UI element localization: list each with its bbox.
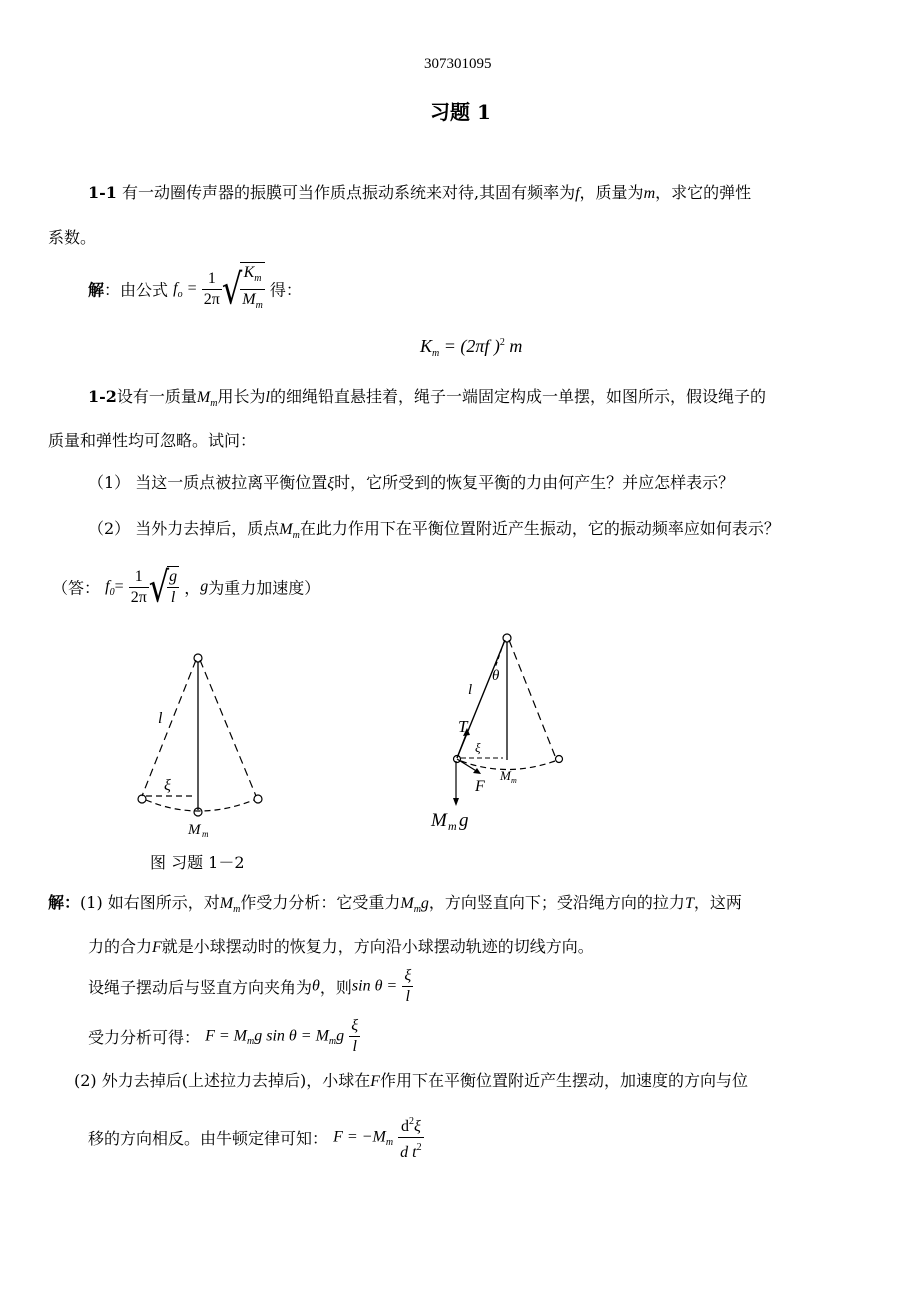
question-1: （1） 当这一质点被拉离平衡位置ξ时，它所受到的恢复平衡的力由何产生？并应怎样表示？ [88, 473, 735, 492]
page-title: 习题 1 [430, 100, 491, 124]
svg-text:M: M [188, 822, 201, 838]
result-formula: $K_m = (2\pi f$ )$^2$ m [420, 336, 523, 359]
solution-line3: 设绳子摆动后与竖直方向夹角为θ，则sin θ = $\frac{\xi}{l}$ [88, 967, 412, 1005]
svg-text:ξ: ξ [475, 740, 481, 755]
solution-line5: (2) 外力去掉后(上述拉力去掉后)，小球在F作用下在平衡位置附近产生摆动，加速度的方向与位 [74, 1071, 749, 1090]
svg-text:m: m [448, 819, 457, 833]
svg-text:g: g [459, 810, 469, 831]
text: 有一动圈传声器的振膜可当作质点振动系统来对待,其固有频率为 [122, 183, 576, 202]
problem-number: 1-1 [88, 183, 117, 202]
svg-text:l: l [468, 682, 473, 698]
text: 得： [269, 280, 302, 300]
problem-1-2-line2: 质量和弹性均可忽略。试问： [48, 431, 257, 450]
label-l: l [158, 710, 163, 727]
svg-text:T: T [458, 717, 468, 736]
problem-1-2-line1: 1-2设有一质量$M_m$用长为l的细绳铅直悬挂着，绳子一端固定构成一单摆，如图所示，假设绳子的 [88, 387, 766, 409]
svg-text:m: m [202, 829, 209, 839]
problem-1-1-line2: 系数。 [48, 228, 97, 247]
solution-line2: 力的合力F就是小球摆动时的恢复力，方向沿小球摆动轨迹的切线方向。 [88, 937, 594, 956]
solution-line4: 受力分析可得： $F = M_mg$ $\sin \theta = M_mg$ $\frac{\xi}{l}$ [88, 1017, 359, 1055]
solution-1-1: 解：由公式 $f_o$ = $\frac{1}{2\pi}$ √ $\frac{K_m}{M_m}$ 得： [88, 262, 302, 316]
pendulum-right [430, 634, 563, 833]
question-2: （2） 当外力去掉后，质点$M_m$在此力作用下在平衡位置附近产生振动，它的振动频率应如何表示？ [88, 519, 780, 541]
formula-sub: o [177, 288, 183, 300]
text: ，求它的弹性 [655, 183, 752, 202]
fraction: $\frac{1}{2\pi}$ [203, 269, 220, 308]
svg-text:θ: θ [492, 668, 500, 684]
var-m: m [643, 185, 656, 202]
text: ：由公式 [104, 280, 169, 300]
fraction-km-mm: $\frac{K_m}{M_m}$ [240, 262, 265, 316]
solution-label: 解 [88, 280, 105, 300]
answer-note: （答： $f_0=$ $\frac{1}{2\pi}$ √ $\frac{g}{l}$ ，g为重力加速度） [52, 562, 321, 612]
var-f: f [575, 185, 580, 202]
text: ，质量为 [579, 183, 644, 202]
solution-line6: 移的方向相反。由牛顿定律可知： $F = -M_m$ $\frac{d^2\xi}{d t^2}$ [88, 1112, 424, 1163]
svg-text:M: M [500, 768, 511, 783]
svg-text:F: F [475, 778, 485, 795]
label-xi: ξ [164, 777, 171, 794]
pendulum-left [138, 654, 262, 839]
solution-line1: 解：(1) 如右图所示，对$M_m$作受力分析：它受重力$M_mg$，方向竖直向下；受沿绳方向的拉力T，这两 [48, 893, 742, 915]
doc-id: 307301095 [424, 56, 492, 72]
svg-text:m: m [511, 776, 517, 785]
pendulum-figure [120, 628, 720, 878]
svg-text:M: M [431, 810, 447, 831]
formula-f: f [173, 280, 178, 297]
problem-1-1-line1 [88, 180, 751, 203]
sqrt-sign: √ [221, 264, 243, 314]
figure-caption: 图 习题 1－2 [150, 853, 245, 872]
